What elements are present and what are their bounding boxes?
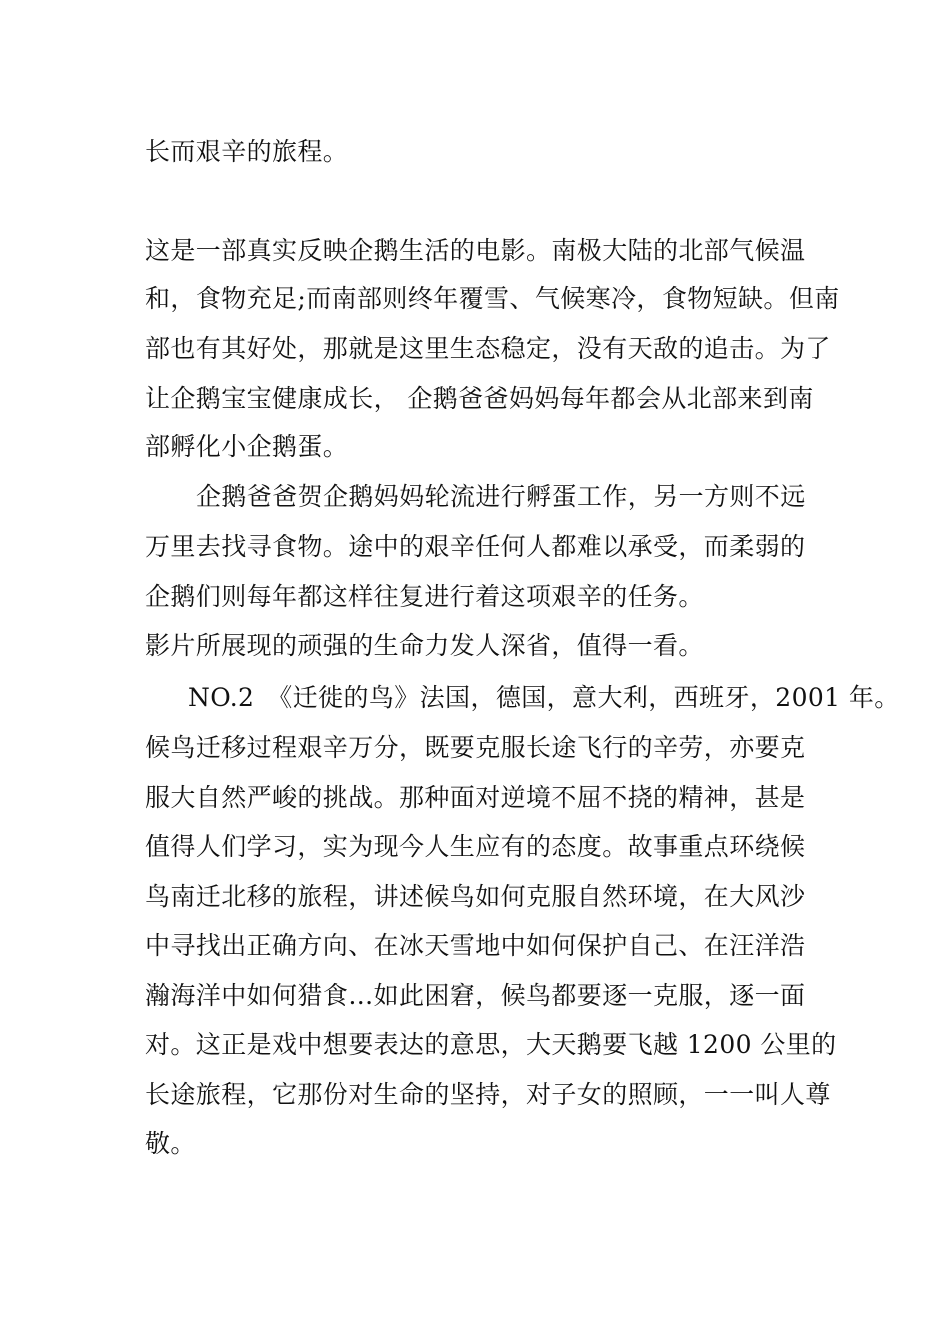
text-line: 值得人们学习，实为现今人生应有的态度。故事重点环绕候 — [145, 832, 806, 861]
text-line: 让企鹅宝宝健康成长， 企鹅爸爸妈妈每年都会从北部来到南 — [145, 384, 814, 413]
text-line: 万里去找寻食物。途中的艰辛任何人都难以承受，而柔弱的 — [145, 532, 806, 561]
text-line: 部也有其好处，那就是这里生态稳定，没有天敌的追击。为了 — [145, 334, 831, 363]
text-line: 瀚海洋中如何猎食…如此困窘，候鸟都要逐一克服，逐一面 — [145, 981, 806, 1010]
text-line: 敬。 — [145, 1129, 196, 1158]
text-line: 企鹅爸爸贺企鹅妈妈轮流进行孵蛋工作，另一方则不远 — [196, 482, 806, 511]
text-line: 和，食物充足;而南部则终年覆雪、气候寒冷，食物短缺。但南 — [145, 284, 840, 313]
text-line: 服大自然严峻的挑战。那种面对逆境不屈不挠的精神，甚是 — [145, 783, 806, 812]
text-line: 影片所展现的顽强的生命力发人深省，值得一看。 — [145, 631, 704, 660]
text-line: NO.2 《迁徙的鸟》法国，德国，意大利，西班牙，2001 年。 — [188, 683, 900, 712]
text-line: 中寻找出正确方向、在冰天雪地中如何保护自己、在汪洋浩 — [145, 931, 806, 960]
text-line: 企鹅们则每年都这样往复进行着这项艰辛的任务。 — [145, 582, 704, 611]
text-line: 部孵化小企鹅蛋。 — [145, 432, 349, 461]
text-line: 这是一部真实反映企鹅生活的电影。南极大陆的北部气候温 — [145, 236, 806, 265]
text-line: 候鸟迁移过程艰辛万分，既要克服长途飞行的辛劳，亦要克 — [145, 733, 806, 762]
text-line: 鸟南迁北移的旅程，讲述候鸟如何克服自然环境，在大风沙 — [145, 882, 806, 911]
text-line: 长途旅程，它那份对生命的坚持，对子女的照顾，一一叫人尊 — [145, 1080, 831, 1109]
text-line: 长而艰辛的旅程。 — [145, 137, 349, 166]
text-line: 对。这正是戏中想要表达的意思，大天鹅要飞越 1200 公里的 — [145, 1030, 837, 1059]
